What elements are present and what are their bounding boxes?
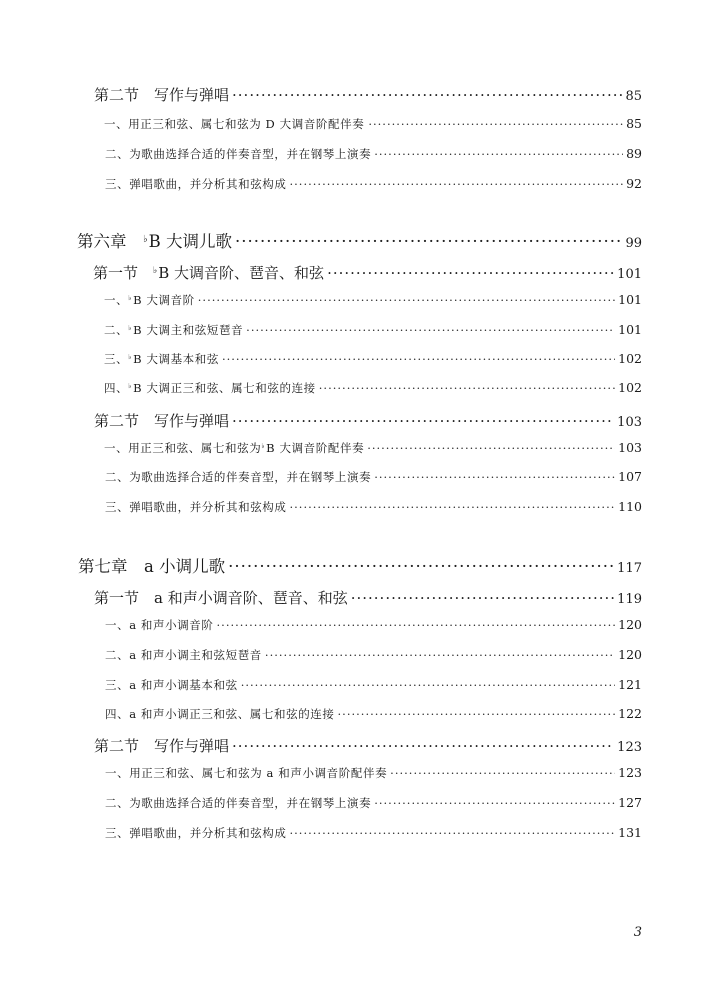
toc-page-number: 101 [618,322,642,337]
toc-chapter-title [77,553,225,577]
toc-section-title [93,410,229,431]
toc-item-title [104,765,387,781]
toc-title-text: B 大调主和弦短琶音 [133,323,244,337]
toc-title-text: 三、弹唱歌曲，并分析其和弦构成 [105,500,287,514]
toc-page-number: 99 [625,236,642,251]
toc-item-row[interactable] [104,351,642,367]
toc-title-text: 三、弹唱歌曲，并分析其和弦构成 [105,177,287,191]
toc-page-number: 110 [618,499,642,514]
toc-title-text: 二、为歌曲选择合适的伴奏音型，并在钢琴上演奏 [105,796,372,810]
toc-chapter-row[interactable] [77,228,642,252]
toc-item-title [104,469,371,485]
toc-item-row[interactable] [104,647,642,663]
toc-item-title [104,706,335,722]
toc-item-row[interactable] [104,765,642,781]
toc-flat-sign: ♭ [128,324,133,333]
toc-item-row[interactable] [104,380,642,396]
toc-page-number: 131 [618,825,642,840]
toc-item-title [104,617,214,633]
toc-title-prefix: 四、 [104,381,129,395]
toc-title-text: B 大调正三和弦、属七和弦的连接 [133,381,316,395]
toc-title-prefix: 二、 [104,323,129,337]
toc-page-number: 101 [618,292,642,307]
toc-dot-leader [338,707,616,721]
toc-title-text: B 大调儿歌 [148,232,233,251]
toc-dot-leader [228,557,614,576]
toc-page-number: 89 [626,146,642,161]
toc-page-number: 103 [617,415,642,430]
toc-title-prefix: 一、用正三和弦、属七和弦为 D 大调音阶配伴奏 [104,117,365,131]
toc-page-number: 85 [626,116,642,131]
toc-flat-sign: ♭ [128,382,133,391]
toc-page-number: 92 [626,176,642,191]
toc-title-text: B 大调音阶、琶音、和弦 [158,264,325,282]
toc-dot-leader [217,618,616,632]
toc-flat-sign: ♭ [128,353,133,362]
toc-item-row[interactable] [104,469,642,485]
toc-item-title [104,322,243,338]
toc-dot-leader [241,678,615,692]
toc-dot-leader [374,470,615,484]
toc-page-number: 123 [617,740,642,755]
toc-item-title [104,440,364,456]
toc-title-text: 一、用正三和弦、属七和弦为 a 和声小调音阶配伴奏 [105,766,388,780]
toc-page-number: 119 [617,592,642,607]
toc-title-text: 第一节 a 和声小调音阶、琶音、和弦 [94,589,348,607]
toc-chapter-row[interactable] [77,553,642,577]
toc-dot-leader [351,589,614,607]
toc-page-number: 123 [618,765,642,780]
toc-title-text: 四、a 和声小调正三和弦、属七和弦的连接 [105,707,335,721]
toc-dot-leader [290,177,624,191]
toc-page-number: 85 [625,89,642,104]
toc-page-number: 121 [618,677,642,692]
toc-chapter-title [77,228,232,252]
toc-dot-leader [222,352,615,366]
toc-item-row[interactable] [104,440,642,456]
toc-page-number: 102 [618,380,642,395]
toc-dot-leader [368,117,623,131]
toc-page-number: 101 [617,267,642,282]
toc-title-prefix: 第一节 [93,264,154,282]
toc-title-text: 二、为歌曲选择合适的伴奏音型，并在钢琴上演奏 [105,147,372,161]
toc-page-number: 122 [618,706,642,721]
toc-page-number: 127 [618,795,642,810]
toc-item-title [104,499,287,515]
toc-item-title [104,146,371,162]
page-number: 3 [633,925,642,940]
toc-dot-leader [374,147,623,161]
toc-title-text: B 大调基本和弦 [133,352,219,366]
toc-flat-sign: ♭ [153,266,158,277]
toc-section-row[interactable] [93,735,642,756]
toc-item-row[interactable] [104,116,642,132]
toc-title-text: 一、a 和声小调音阶 [105,618,214,632]
toc-item-row[interactable] [104,617,642,633]
toc-dot-leader [232,412,614,430]
toc-title-text: 二、为歌曲选择合适的伴奏音型，并在钢琴上演奏 [105,470,372,484]
toc-section-title [93,262,324,283]
toc-dot-leader [319,381,615,395]
toc-title-text: 二、a 和声小调主和弦短琶音 [105,648,262,662]
toc-dot-leader [290,500,616,514]
toc-title-text: 第二节 写作与弹唱 [94,412,230,430]
toc-dot-leader [246,323,615,337]
toc-flat-sign: ♭ [128,294,133,303]
toc-item-row[interactable] [104,292,642,308]
toc-section-title [93,587,348,608]
toc-title-prefix: 一、用正三和弦、属七和弦为 [104,441,262,455]
toc-item-row[interactable] [104,176,642,192]
toc-page-number: 102 [618,351,642,366]
toc-flat-sign: ♭ [261,442,266,451]
toc-item-row[interactable] [104,322,642,338]
toc-item-row[interactable] [104,677,642,693]
toc-dot-leader [374,796,615,810]
toc-title-text: 三、弹唱歌曲，并分析其和弦构成 [105,826,287,840]
toc-dot-leader [198,293,615,307]
toc-title-text: 第二节 写作与弹唱 [94,86,230,104]
toc-title-text: 三、a 和声小调基本和弦 [105,678,238,692]
toc-item-title [104,116,365,132]
toc-item-title [104,176,287,192]
toc-item-title [104,795,371,811]
toc-dot-leader [235,232,622,251]
toc-section-row[interactable] [93,410,642,431]
toc-item-row[interactable] [104,825,642,841]
toc-dot-leader [327,264,614,282]
toc-title-prefix: 三、 [104,352,129,366]
toc-item-row[interactable] [104,795,642,811]
toc-page-number: 117 [617,561,642,576]
toc-item-title [104,647,262,663]
toc-section-title [93,84,229,105]
toc-title-text: B 大调音阶配伴奏 [266,441,365,455]
toc-page-number: 103 [618,440,642,455]
toc-item-title [104,825,287,841]
toc-flat-sign: ♭ [143,233,148,245]
toc-page-number: 120 [618,647,642,662]
toc-title-prefix: 一、 [104,293,129,307]
toc-section-title [93,735,229,756]
toc-dot-leader [367,441,615,455]
toc-dot-leader [290,826,616,840]
toc-section-row[interactable] [93,84,642,105]
toc-dot-leader [232,86,622,104]
toc-item-row[interactable] [104,706,642,722]
toc-page-number: 107 [618,469,642,484]
toc-item-title [104,380,316,396]
toc-title-prefix: 第六章 [77,232,143,251]
toc-dot-leader [265,648,615,662]
toc-page-number: 120 [618,617,642,632]
toc-dot-leader [390,766,615,780]
toc-dot-leader [232,737,614,755]
toc-item-title [104,351,219,367]
toc-section-row[interactable] [93,587,642,608]
toc-item-title [104,292,195,308]
toc-section-row[interactable] [93,262,642,283]
toc-item-title [104,677,238,693]
toc-item-row[interactable] [104,499,642,515]
toc-item-row[interactable] [104,146,642,162]
toc-title-text: B 大调音阶 [133,293,195,307]
toc-title-text: 第二节 写作与弹唱 [94,737,230,755]
toc-title-text: 第七章 a 小调儿歌 [78,557,226,576]
